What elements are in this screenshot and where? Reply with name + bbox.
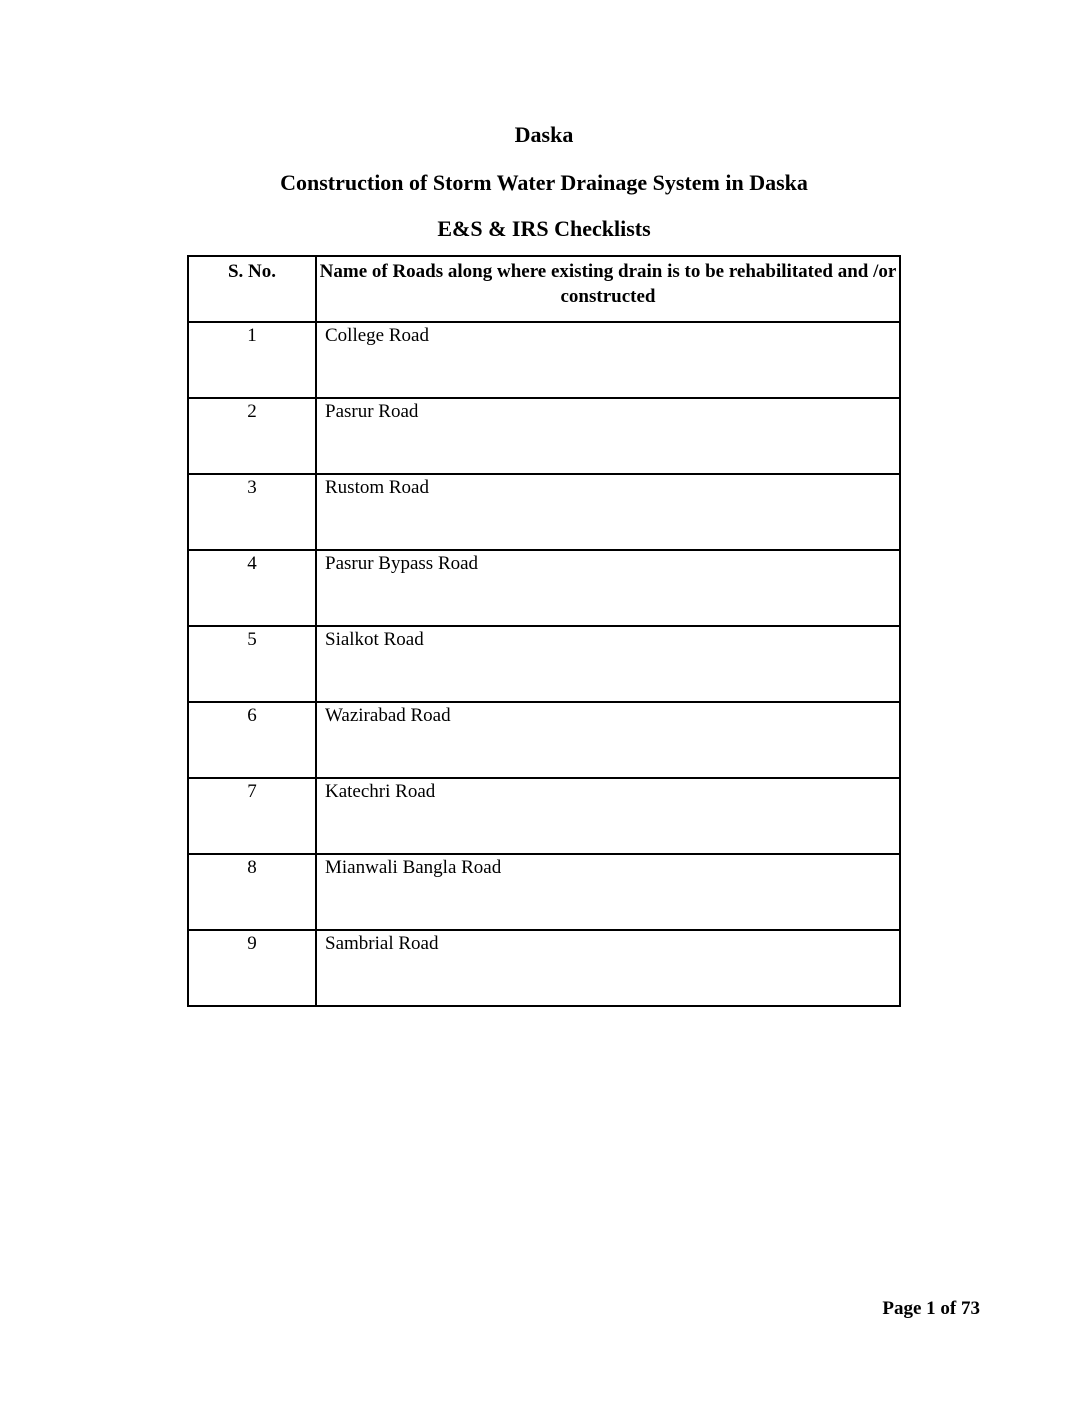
table-row [188, 626, 900, 702]
header-road-name: Name of Roads along where existing drain is to be rehabilitated and /or constructed [316, 256, 900, 322]
row-road-name: Pasrur Road [316, 398, 900, 474]
row-road-name: Katechri Road [316, 778, 900, 854]
document-subtitle: E&S & IRS Checklists [437, 216, 651, 241]
row-serial-number: 9 [188, 930, 316, 1006]
row-serial-number: 8 [188, 854, 316, 930]
row-road-name: Wazirabad Road [316, 702, 900, 778]
row-serial-number: 5 [188, 626, 316, 702]
row-road-name: Rustom Road [316, 474, 900, 550]
row-road-name: Sialkot Road [316, 626, 900, 702]
row-serial-number: 1 [188, 322, 316, 398]
roads-table [187, 255, 901, 1007]
table-row [188, 778, 900, 854]
table-row [188, 702, 900, 778]
row-serial-number: 7 [188, 778, 316, 854]
table-row [188, 398, 900, 474]
row-road-name: Mianwali Bangla Road [316, 854, 900, 930]
table-row [188, 550, 900, 626]
table-row [188, 930, 900, 1006]
table-row [188, 322, 900, 398]
row-serial-number: 2 [188, 398, 316, 474]
row-road-name: Sambrial Road [316, 930, 900, 1006]
document-title: Daska [514, 122, 574, 147]
table-header-row [188, 256, 900, 322]
row-road-name: Pasrur Bypass Road [316, 550, 900, 626]
header-serial-number: S. No. [188, 256, 316, 322]
row-serial-number: 3 [188, 474, 316, 550]
table-row [188, 854, 900, 930]
row-serial-number: 4 [188, 550, 316, 626]
row-road-name: College Road [316, 322, 900, 398]
table-row [188, 474, 900, 550]
project-title: Construction of Storm Water Drainage System in Daska [280, 170, 808, 195]
page-number: Page 1 of 73 [882, 1298, 980, 1319]
row-serial-number: 6 [188, 702, 316, 778]
